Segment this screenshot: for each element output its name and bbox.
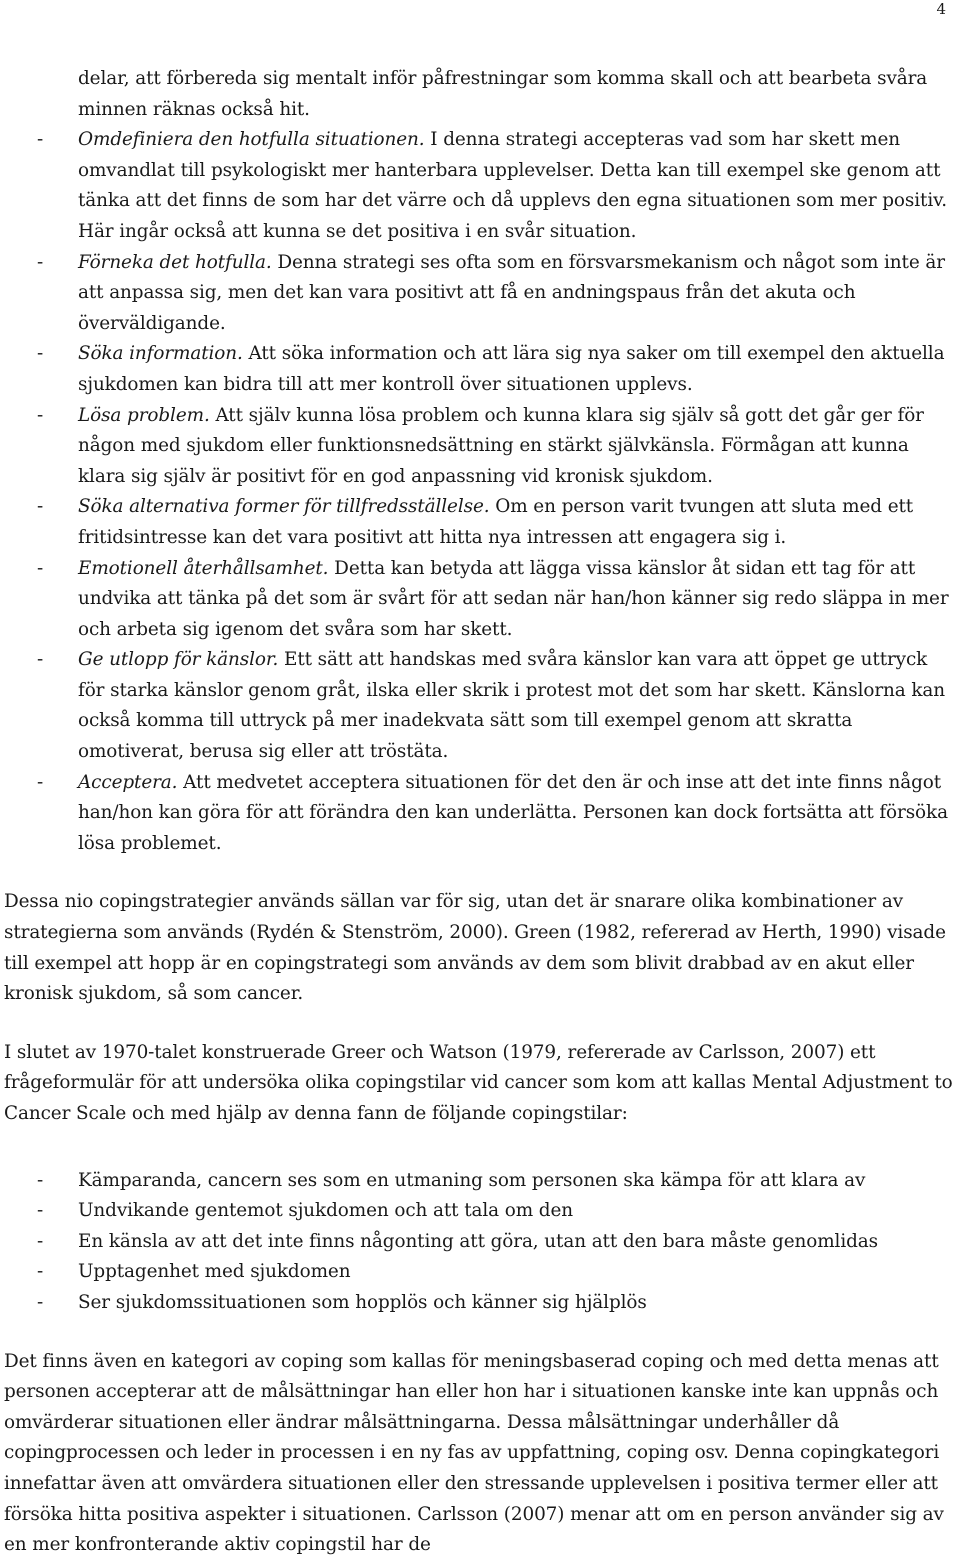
strategy-text: Att söka information och att lära sig nya saker om till exempel den aktuella sjukdomen kan bidra till att mer kontroll över situationen upplevs. — [78, 343, 945, 395]
strategy-text: Om en person varit tvungen att sluta med ett fritidsintresse kan det vara positivt att hitta nya intressen att engagera sig i. — [78, 496, 914, 548]
list-marker: - — [37, 771, 44, 793]
list-marker: - — [37, 251, 44, 273]
document-body — [4, 64, 954, 1561]
strategy-text: Detta kan betyda att lägga vissa känslor åt sidan ett tag för att undvika att tänka på det som är svårt för att sedan när han/hon känner sig redo släppa in mer och arbeta sig igenom det svåra som har skett. — [78, 557, 949, 640]
coping-style-list — [4, 1166, 954, 1319]
coping-style-text: En känsla av att det inte finns någonting att göra, utan att den bara måste genomlidas — [78, 1230, 878, 1252]
list-marker: - — [37, 649, 44, 671]
strategy-term: Förneka det hotfulla. — [78, 251, 272, 273]
list-marker: - — [37, 557, 44, 579]
list-marker: - — [37, 343, 44, 365]
strategy-item — [4, 492, 954, 553]
strategy-text: Ett sätt att handskas med svåra känslor kan vara att öppet ge uttryck för starka känslor genom gråt, ilska eller skrik i protest mot det som har skett. Känslorna kan också komma till uttryck på mer inadekvata sätt som till exempel genom att skratta omotiverat, berusa sig eller att tröstäta. — [78, 649, 946, 763]
strategy-item — [4, 554, 954, 646]
strategy-item — [4, 645, 954, 767]
strategy-item — [4, 401, 954, 493]
coping-style-item — [4, 1288, 954, 1319]
strategy-term: Omdefiniera den hotfulla situationen. — [78, 129, 425, 151]
coping-style-item — [4, 1257, 954, 1288]
paragraph-3: Det finns även en kategori av coping som kallas för meningsbaserad coping och med detta menas att personen accepterar att de målsättningar han eller hon har i situationen kanske inte kan uppnås och omvärderar situationen eller ändrar målsättningarna. Dessa målsättningar underhåller då copingprocessen och leder in processen i en ny fas av uppfattning, coping osv. Denna copingkategori innefattar även att omvärdera situationen eller den stressande upplevelsen i positiva termer eller att försöka hitta positiva aspekter i situationen. Carlsson (2007) menar att om en person använder sig av en mer konfronterande aktiv copingstil har de — [4, 1350, 944, 1556]
list-marker: - — [37, 1261, 44, 1283]
paragraph-2: I slutet av 1970-talet konstruerade Greer och Watson (1979, refererade av Carlsson, 2007) ett frågeformulär för att undersöka olika copingstilar vid cancer som kom att kallas Mental Adjustment to Cancer Scale och med hjälp av denna fann de följande copingstilar: — [4, 1041, 953, 1124]
strategy-term: Söka information. — [78, 343, 243, 365]
strategy-term: Ge utlopp för känslor. — [78, 649, 279, 671]
strategy-term: Söka alternativa former för tillfredsställelse. — [78, 496, 490, 518]
list-marker: - — [37, 496, 44, 518]
strategy-term: Emotionell återhållsamhet. — [78, 557, 329, 579]
coping-style-text: Upptagenhet med sjukdomen — [78, 1261, 351, 1283]
coping-style-item — [4, 1166, 954, 1197]
paragraph-1: Dessa nio copingstrategier används sällan var för sig, utan det är snarare olika kombinationer av strategierna som används (Rydén & Stenström, 2000). Green (1982, refererad av Herth, 1990) visade till exempel att hopp är en copingstrategi som används av dem som blivit drabbad av en akut eller kronisk sjukdom, så som cancer. — [4, 891, 946, 1005]
coping-style-text: Ser sjukdomssituationen som hopplös och känner sig hjälplös — [78, 1291, 647, 1313]
coping-style-text: Undvikande gentemot sjukdomen och att tala om den — [78, 1200, 574, 1222]
strategy-item — [4, 248, 954, 340]
list-marker: - — [37, 1230, 44, 1252]
strategy-text: Att medvetet acceptera situationen för det den är och inse att det inte finns något han/hon kan göra för att förändra den kan underlätta. Personen kan dock fortsätta att försöka lösa problemet. — [78, 771, 948, 854]
strategy-item — [4, 339, 954, 400]
strategy-term: Acceptera. — [78, 771, 178, 793]
strategy-text: Denna strategi ses ofta som en försvarsmekanism och något som inte är att anpassa sig, men det kan vara positivt att få en andningspaus från det akuta och överväldigande. — [78, 251, 945, 334]
list-marker: - — [37, 129, 44, 151]
list-marker: - — [37, 1169, 44, 1191]
list-marker: - — [37, 1291, 44, 1313]
intro-continuation: delar, att förbereda sig mentalt inför påfrestningar som komma skall och att bearbeta svåra minnen räknas också hit. — [78, 68, 928, 120]
strategy-text: I denna strategi accepteras vad som har skett men omvandlat till psykologiskt mer hanterbara upplevelser. Detta kan till exempel ske genom att tänka att det finns de som har det värre och då upplevs den egna situationen som mer positiv. Här ingår också att kunna se det positiva i en svår situation. — [78, 129, 947, 242]
list-marker: - — [37, 1200, 44, 1222]
coping-style-item — [4, 1227, 954, 1258]
page-number: 4 — [936, 0, 946, 18]
strategy-list — [4, 125, 954, 859]
strategy-item — [4, 125, 954, 247]
coping-style-text: Kämparanda, cancern ses som en utmaning som personen ska kämpa för att klara av — [78, 1169, 866, 1191]
strategy-text: Att själv kunna lösa problem och kunna klara sig själv så gott det går ger för någon med sjukdom eller funktionsnedsättning en stärkt självkänsla. Förmågan att kunna klara sig själv är positivt för en god anpassning vid kronisk sjukdom. — [78, 404, 924, 487]
coping-style-item — [4, 1196, 954, 1227]
strategy-term: Lösa problem. — [78, 404, 210, 426]
strategy-item — [4, 768, 954, 860]
list-marker: - — [37, 404, 44, 426]
